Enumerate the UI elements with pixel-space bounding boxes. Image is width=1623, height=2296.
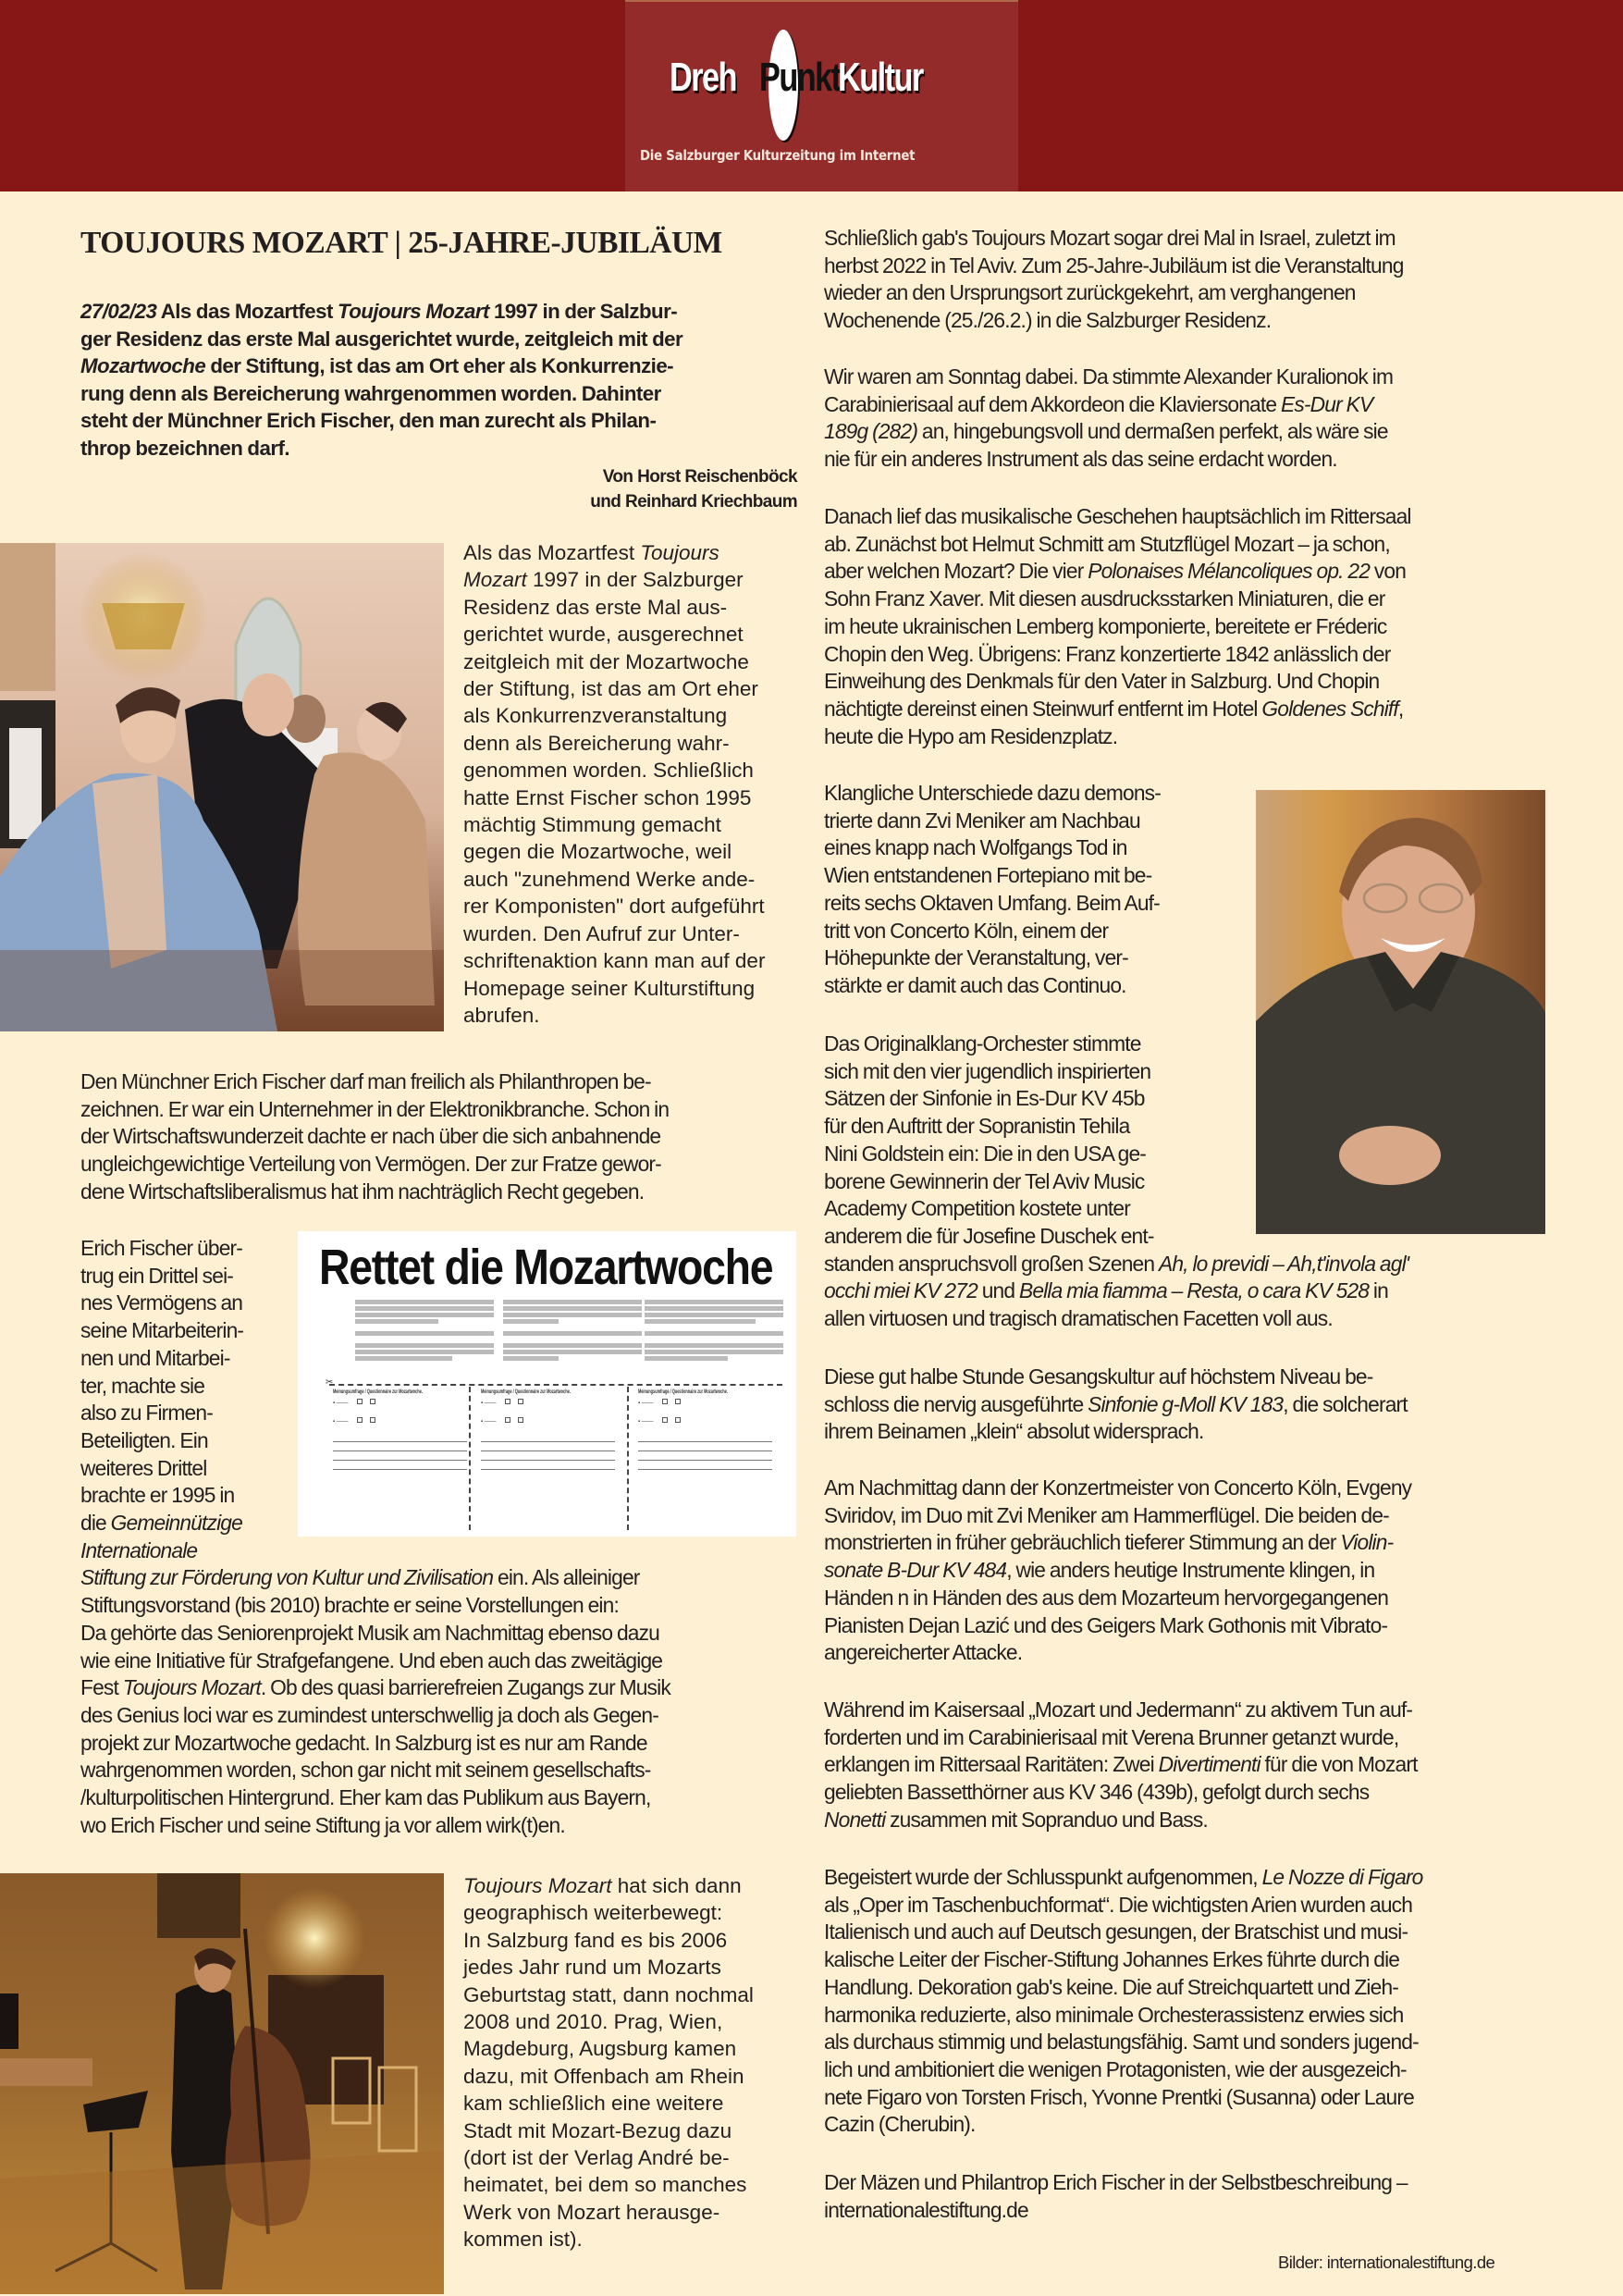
logo-text-punkt: Punkt bbox=[759, 55, 841, 100]
article-lead: 27/02/23 Als das Mozartfest Toujours Mozart 1997 in der Salzbur- ger Residenz das erste Mal ausgerichtet wurde, zeitgleich mit der Mozartwoche der Stiftung, ist das am Ort eher als Konkurrenzie- rung denn als Bereicherung wahrgenommen worden. Dahinter steht der Münchner Erich Fischer, den man zurecht als Philan- throp bezeichnen darf. bbox=[80, 300, 683, 460]
photo-baroque-dance bbox=[0, 543, 444, 1031]
poster-divider bbox=[627, 1387, 629, 1530]
article-title: TOUJOURS MOZART | 25-JAHRE-JUBILÄUM bbox=[80, 226, 722, 260]
poster-text-de bbox=[355, 1298, 494, 1363]
link-internationalestiftung[interactable]: internationalestiftung.de bbox=[824, 2197, 1028, 2222]
poster-questionnaire: Meinungsumfrage / Questionnaire zur Mozartwoche. ▪ ─── ▪ ─── bbox=[333, 1389, 467, 1527]
poster-title: Rettet die Mozartwoche bbox=[319, 1240, 773, 1295]
paragraph-israel: Schließlich gab's Toujours Mozart sogar drei Mal in Israel, zuletzt im herbst 2022 in Tel Aviv. Zum 25-Jahre-Jubiläum ist die Veranstaltung wieder an den Ursprungsort zurückgekehrt, am verghangenen Wochenende (25./26.2.) in die Salzburger Residenz. bbox=[824, 226, 1404, 333]
logo-tagline: Die Salzburger Kulturzeitung im Internet bbox=[640, 147, 916, 164]
poster-questionnaire: Meinungsumfrage / Questionnaire zur Mozartwoche. ▪ ─── ▪ ─── bbox=[638, 1389, 772, 1527]
article-date: 27/02/23 bbox=[80, 300, 157, 323]
paragraph-gesangskultur: Diese gut halbe Stunde Gesangskultur auf höchstem Niveau be- schloss die nervig ausgeführte Sinfonie g-Moll KV 183, die solcherart ihrem Beinamen „klein“ absolut widersprach. bbox=[824, 1364, 1408, 1444]
poster-cut-line bbox=[329, 1384, 782, 1386]
byline bbox=[590, 464, 797, 514]
paragraph-philanthrop: Den Münchner Erich Fischer darf man freilich als Philanthropen be- zeichnen. Er war ein Unternehmer in der Elektronikbranche. Schon in der Wirtschaftswunderzeit dachte er nach über die sich anbahnende ungleichgewichtige Verteilung von Vermögen. Der zur Fratze gewor- dene Wirtschaftsliberalismus hat ihm nachträglich Recht gegeben. bbox=[80, 1069, 670, 1204]
photo-double-bass-player bbox=[0, 1873, 444, 2294]
paragraph-selbstbeschreibung: Der Mäzen und Philantrop Erich Fischer in der Selbstbeschreibung – internationalestiftung.de bbox=[824, 2169, 1564, 2224]
paragraph-stiftung: Erich Fischer über- trug ein Drittel sei- nes Vermögens an seine Mitarbeiterin- nen und Mitarbei- ter, machte sie also zu Firmen- Beteiligten. Ein weiteres Drittel brachte er 1995 in die Gemeinnützige Internationale Stiftung zur Förderung von Kultur und Zivilisation ein. Als alleiniger Stiftungsvorstand (bis 2010) brachte er seine Vorstellungen ein: Da gehörte das Seniorenprojekt Musik am Nachmittag ebenso dazu wie eine Initiative für Strafgefangene. Und eben auch das zweitägige Fest Toujours Mozart. Ob des quasi barrierefreien Zugangs zur Musik des Genius loci war es zumindest unterschwellig ja doch als Gegen- projekt zur Mozartwoche gedacht. In Salzburg ist es nur am Rande wahrgenommen worden, schon gar nicht mit seinem gesellschafts- /kulturpolitischen Hintergrund. Eher kam das Publikum aus Bayern, wo Erich Fischer und seine Stiftung ja vor allem wirk(t)en. bbox=[80, 1236, 670, 1837]
paragraph-intro: Als das Mozartfest Toujours Mozart 1997 in der Salzburger Residenz das erste Mal aus- gerichtet wurde, ausgerechnet zeitgleich mit der Mozartwoche der Stiftung, ist das am Ort eher als Konkurrenzveranstaltung denn als Bereicherung wahr- genommen worden. Schließlich hatte Ernst Fischer schon 1995 mächtig Stimmung gemacht gegen die Mozartwoche, weil auch "zunehmend Werke ande- rer Komponisten" dort aufgeführt wurden. Den Aufruf zur Unter- schriftenaktion kann man auf der Homepage seiner Kulturstiftung abrufen. bbox=[463, 541, 766, 1027]
poster-text-fr bbox=[645, 1298, 783, 1363]
logo-text-dreh: Dreh bbox=[670, 55, 736, 100]
poster-text-en bbox=[503, 1298, 642, 1363]
site-header bbox=[0, 0, 1623, 191]
paragraph-geography: Toujours Mozart hat sich dann geographisch weiterbewegt: In Salzburg fand es bis 2006 jedes Jahr rund um Mozarts Geburtstag statt, dann nochmal 2008 und 2010. Prag, Wien, Magdeburg, Augsburg kamen dazu, mit Offenbach am Rhein kam schließlich eine weitere Stadt mit Mozart-Bezug dazu (dort ist der Verlag André be- heimatet, bei dem so manches Werk von Mozart herausge- kommen ist). bbox=[463, 1874, 754, 2252]
poster-questionnaire: Meinungsumfrage / Questionnaire zur Mozartwoche. ▪ ─── ▪ ─── bbox=[481, 1389, 615, 1527]
paragraph-nachmittag: Am Nachmittag dann der Konzertmeister von Concerto Köln, Evgeny Sviridov, im Duo mit Zvi Meniker am Hammerflügel. Die beiden de- monstrierten in früher gebräuchlich tieferer Stimmung an der Violin- sonate B-Dur KV 484, wie anders heutige Instrumente klingen, in Händen n in Händen des aus dem Mozarteum hervorgegangenen Pianisten Dejan Lazić und des Geigers Mark Gothonis mit Vibrato- angereicherter Attacke. bbox=[824, 1475, 1412, 1665]
poster-rettet-die-mozartwoche bbox=[298, 1231, 796, 1537]
scissors-icon: ✂ bbox=[326, 1377, 334, 1388]
paragraph-akkordeon: Wir waren am Sonntag dabei. Da stimmte Alexander Kuralionok im Carabinierisaal auf dem Akkordeon die Klaviersonate Es-Dur KV 189g (282) an, hingebungsvoll und dermaßen perfekt, als wäre sie nie für ein anderes Instrument als das seine erdacht worden. bbox=[824, 364, 1394, 472]
paragraph-figaro: Begeistert wurde der Schlusspunkt aufgenommen, Le Nozze di Figaro als „Oper im Taschenbuchformat“. Die wichtigsten Arien wurden auch Italienisch und auch auf Deutsch gesungen, der Bratschist und musi- kalische Leiter der Fischer-Stiftung Johannes Erkes führte durch die Handlung. Dekoration gab's keine. Die auf Streichquartett und Zieh- harmonika reduzierte, also minimale Orchesterassistenz erwies sich als durchaus stimmig und belastungsfähig. Samt und sonders jugend- lich und ambitioniert die wenigen Protagonisten, wie der ausgezeich- nete Figaro von Torsten Frisch, Yvonne Prentki (Susanna) oder Laure Cazin (Cherubin). bbox=[824, 1865, 1423, 2137]
paragraph-kaisersaal: Während im Kaisersaal „Mozart und Jedermann“ zu aktivem Tun auf- forderten und im Carabinierisaal mit Verena Brunner getanzt wurde, erklangen im Rittersaal Raritäten: Zwei Divertimenti für die von Mozart geliebten Bassetthörner aus KV 346 (439b), gefolgt durch sechs Nonetti zusammen mit Sopranduo und Bass. bbox=[824, 1697, 1418, 1832]
byline-author-1: Von Horst Reischenböck bbox=[602, 467, 797, 487]
logo-text-kultur: Kultur bbox=[838, 55, 923, 100]
paragraph-rittersaal: Danach lief das musikalische Geschehen hauptsächlich im Rittersaal ab. Zunächst bot Helmut Schmitt am Stutzflügel Mozart – ja schon, aber welchen Mozart? Die vier Polonaises Mélancoliques op. 22 von Sohn Franz Xaver. Mit diesen ausdrucksstarken Miniaturen, die er im heute ukrainischen Lemberg komponierte, bereitete er Fréderic Chopin den Weg. Übrigens: Franz konzertierte 1842 anlässlich der Einweihung des Denkmals für den Vater in Salzburg. Und Chopin nächtigte dereinst einen Steinwurf entfernt im Hotel Goldenes Schiff, heute die Hypo am Residenzplatz. bbox=[824, 504, 1411, 748]
image-credit: Bilder: internationalestiftung.de bbox=[1278, 2253, 1495, 2272]
paragraph-orchester: Das Originalklang-Orchester stimmte sich mit den vier jugendlich inspirierten Sätzen der Sinfonie in Es-Dur KV 45b für den Auftritt der Sopranistin Tehila Nini Goldstein ein: Die in den USA ge- borene Gewinnerin der Tel Aviv Music Academy Competition kostete unter anderem die für Josefine Duschek ent- standen anspruchsvoll großen Szenen Ah, lo previdi – Ah,t'invola agl' occhi miei KV 272 und Bella mia fiamma – Resta, o cara KV 528 in allen virtuosen und tragisch dramatischen Facetten voll aus. bbox=[824, 1031, 1409, 1331]
byline-author-2: und Reinhard Kriechbaum bbox=[590, 492, 797, 512]
poster-divider bbox=[469, 1387, 471, 1530]
paragraph-fortepiano: Klangliche Unterschiede dazu demons- trierte dann Zvi Meniker am Nachbau eines knapp nach Wolfgangs Tod in Wien entstandenen Fortepiano mit be- reits sechs Oktaven Umfang. Beim Auf- tritt von Concerto Köln, einem der Höhepunkte der Veranstaltung, ver- stärkte er damit auch das Continuo. bbox=[824, 781, 1161, 997]
